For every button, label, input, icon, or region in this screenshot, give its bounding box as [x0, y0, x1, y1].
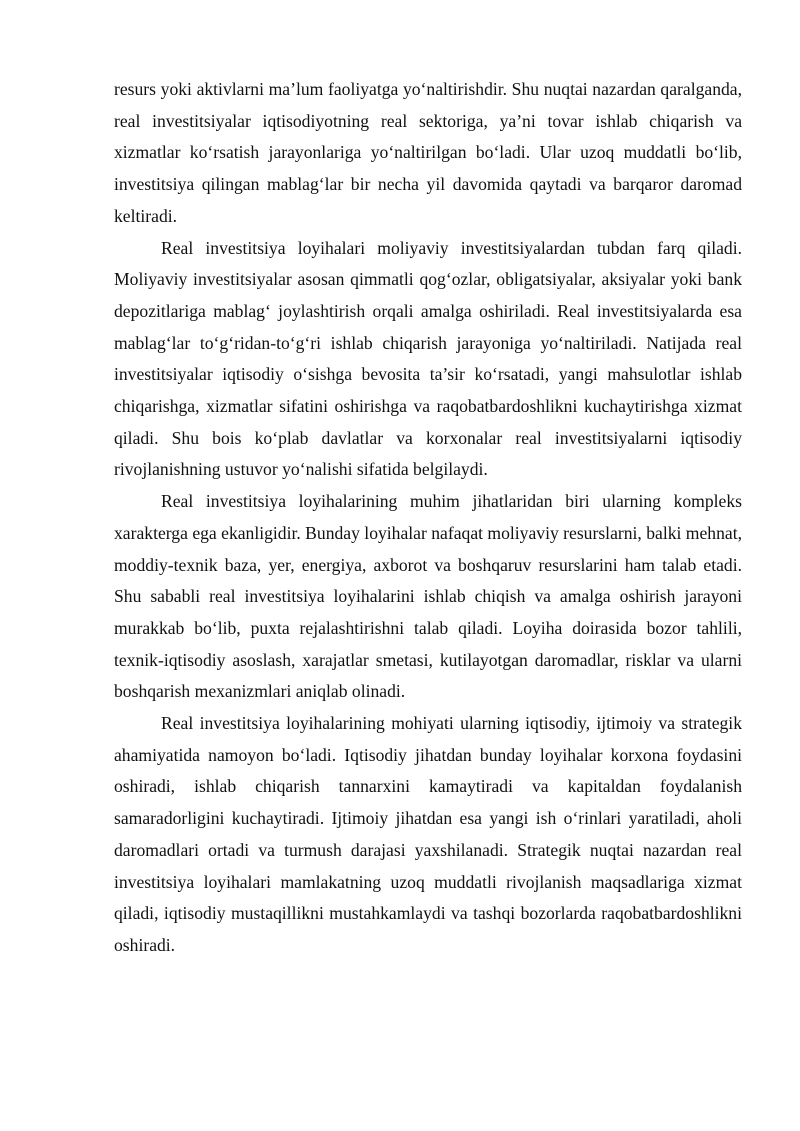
document-page [114, 74, 742, 962]
paragraph-4: Real investitsiya loyihalarining mohiyati ularning iqtisodiy, ijtimoiy va strategik ahamiyatida namoyon bo‘ladi. Iqtisodiy jihatdan bunday loyihalar korxona foydasini oshiradi, ishlab chiqarish tannarxini kamaytiradi va kapitaldan foydalanish samaradorligini kuchaytiradi. Ijtimoiy jihatdan esa yangi ish o‘rinlari yaratiladi, aholi daromadlari ortadi va turmush darajasi yaxshilanadi. Strategik nuqtai nazardan real investitsiya loyihalari mamlakatning uzoq muddatli rivojlanish maqsadlariga xizmat qiladi, iqtisodiy mustaqillikni mustahkamlaydi va tashqi bozorlarda raqobatbardoshlikni oshiradi. [114, 713, 742, 955]
paragraph-3: Real investitsiya loyihalarining muhim jihatlaridan biri ularning kompleks xarakterga ega ekanligidir. Bunday loyihalar nafaqat moliyaviy resurslarni, balki mehnat, moddiy-texnik baza, yer, energiya, axborot va boshqaruv resurslarini ham talab etadi. Shu sababli real investitsiya loyihalarini ishlab chiqish va amalga oshirish jarayoni murakkab bo‘lib, puxta rejalashtirishni talab qiladi. Loyiha doirasida bozor tahlili, texnik-iqtisodiy asoslash, xarajatlar smetasi, kutilayotgan daromadlar, risklar va ularni boshqarish mexanizmlari aniqlab olinadi. [114, 491, 742, 702]
paragraph-1: resurs yoki aktivlarni ma’lum faoliyatga yo‘naltirishdir. Shu nuqtai nazardan qaralganda, real investitsiyalar iqtisodiyotning real sektoriga, ya’ni tovar ishlab chiqarish va xizmatlar ko‘rsatish jarayonlariga yo‘naltirilgan bo‘ladi. Ular uzoq muddatli bo‘lib, investitsiya qilingan mablag‘lar bir necha yil davomida qaytadi va barqaror daromad keltiradi. [114, 79, 742, 226]
paragraph-2: Real investitsiya loyihalari moliyaviy investitsiyalardan tubdan farq qiladi. Moliyaviy investitsiyalar asosan qimmatli qog‘ozlar, obligatsiyalar, aksiyalar yoki bank depozitlariga mablag‘ joylashtirish orqali amalga oshiriladi. Real investitsiyalarda esa mablag‘lar to‘g‘ridan-to‘g‘ri ishlab chiqarish jarayoniga yo‘naltiriladi. Natijada real investitsiyalar iqtisodiy o‘sishga bevosita ta’sir ko‘rsatadi, yangi mahsulotlar ishlab chiqarishga, xizmatlar sifatini oshirishga va raqobatbardoshlikni kuchaytirishga xizmat qiladi. Shu bois ko‘plab davlatlar va korxonalar real investitsiyalarni iqtisodiy rivojlanishning ustuvor yo‘nalishi sifatida belgilaydi. [114, 237, 742, 480]
